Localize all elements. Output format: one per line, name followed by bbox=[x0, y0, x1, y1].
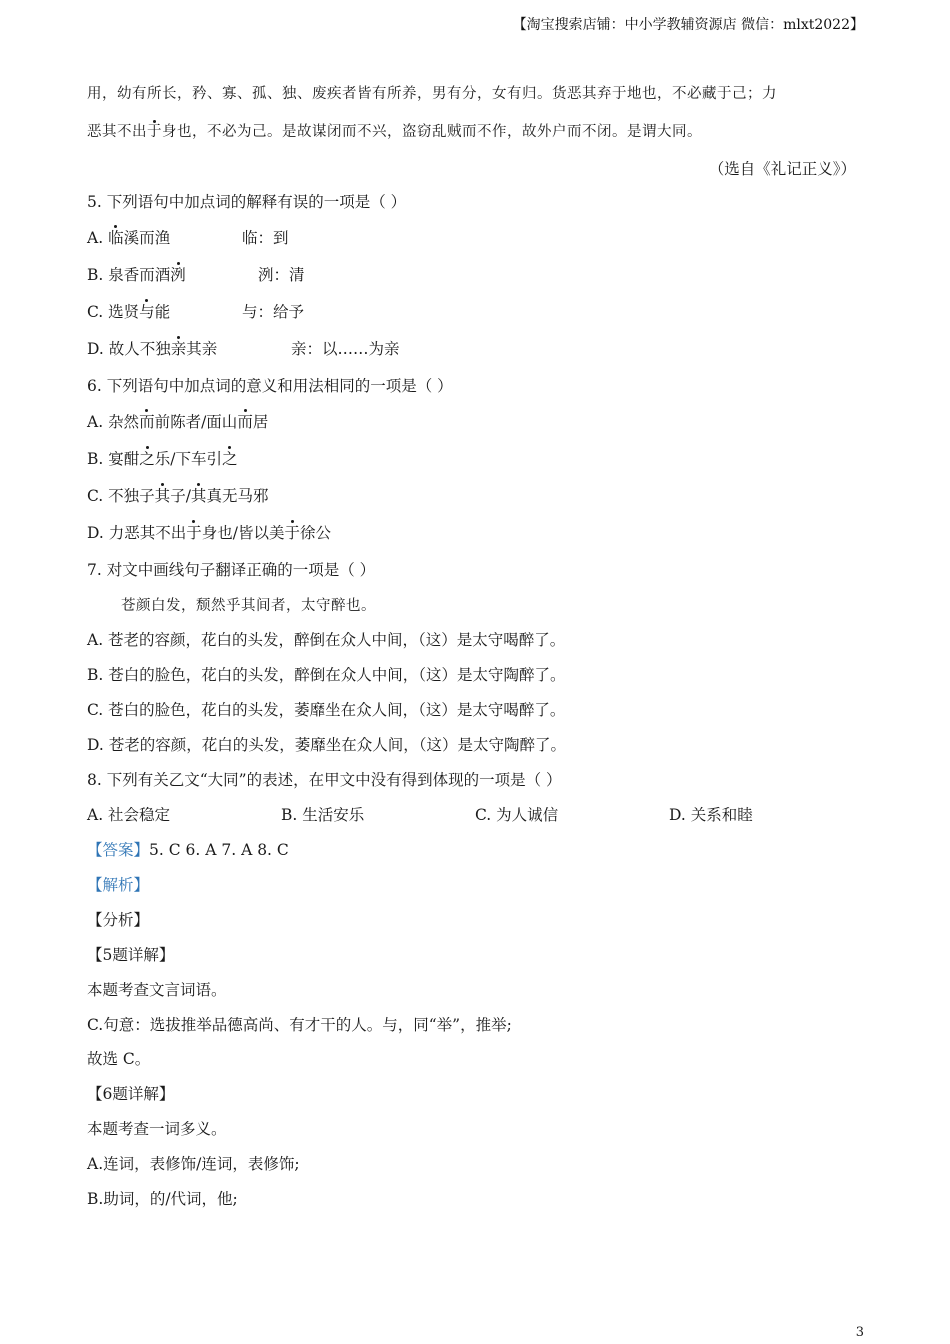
question-5-option-c-definition: 与：给予 bbox=[242, 303, 305, 321]
emphasis-dot-char: 其 bbox=[190, 487, 207, 505]
answer-line bbox=[87, 838, 289, 860]
question-5-option-a: A. 临溪而渔 bbox=[87, 229, 171, 247]
emphasis-dot-char: 于 bbox=[186, 524, 202, 542]
page-number: 3 bbox=[855, 1325, 864, 1340]
emphasis-dot-char: 而 bbox=[237, 413, 253, 431]
question-7-option-c: C. 苍白的脸色，花白的头发，萎靡坐在众人间，（这）是太守喝醉了。 bbox=[87, 701, 566, 719]
emphasis-dot-char: 之 bbox=[222, 450, 238, 468]
question-5-option-a-definition: 临：到 bbox=[242, 229, 289, 247]
detail-5-title: 【5题详解】 bbox=[87, 946, 175, 964]
question-5-option-b-definition: 洌：清 bbox=[258, 266, 305, 284]
question-7-option-a: A. 苍老的容颜，花白的头发，醉倒在众人中间，（这）是太守喝醉了。 bbox=[87, 631, 566, 649]
question-6-option-d: D. 力恶其不出于身也/皆以美于徐公 bbox=[87, 524, 332, 542]
question-5-stem: 5. 下列语句中加点词的解释有误的一项是（ ） bbox=[87, 193, 407, 211]
question-8-option-b: B. 生活安乐 bbox=[281, 806, 365, 824]
question-6-stem: 6. 下列语句中加点词的意义和用法相同的一项是（ ） bbox=[87, 377, 453, 395]
analysis-heading: 【分析】 bbox=[87, 911, 150, 929]
question-5-option-b: B. 泉香而酒洌 bbox=[87, 266, 186, 284]
detail-5-line-2: C.句意：选拔推举品德高尚、有才干的人。与，同“举”，推举; bbox=[87, 1016, 512, 1034]
emphasis-dot-char: 洌 bbox=[170, 266, 186, 284]
question-6-option-b: B. 宴酣之乐/下车引之 bbox=[87, 450, 238, 468]
answer-text: 5. C 6. A 7. A 8. C bbox=[149, 841, 289, 859]
passage-source: （选自《礼记正义》） bbox=[708, 160, 856, 178]
detail-6-line-2: A.连词，表修饰/连词，表修饰; bbox=[87, 1155, 300, 1173]
question-8-option-c: C. 为人诚信 bbox=[475, 806, 559, 824]
question-7-option-d: D. 苍老的容颜，花白的头发，萎靡坐在众人间，（这）是太守陶醉了。 bbox=[87, 736, 566, 754]
detail-6-line-3: B.助词，的/代词，他; bbox=[87, 1190, 238, 1208]
question-7-quote: 苍颜白发，颓然乎其间者，太守醉也。 bbox=[121, 598, 376, 614]
question-6-option-a: A. 杂然而前陈者/面山而居 bbox=[87, 413, 269, 431]
question-7-stem: 7. 对文中画线句子翻译正确的一项是（ ） bbox=[87, 561, 376, 579]
question-5-option-c: C. 选贤与能 bbox=[87, 303, 171, 321]
passage-line-2: 恶其不出于身也，不必为己。是故谋闭而不兴，盗窃乱贼而不作，故外户而不闭。是谓大同。 bbox=[87, 124, 702, 140]
question-8-option-d: D. 关系和睦 bbox=[669, 806, 753, 824]
emphasis-dot-char: 临 bbox=[108, 229, 124, 247]
analysis-label: 【解析】 bbox=[87, 876, 150, 894]
detail-6-line-1: 本题考查一词多义。 bbox=[87, 1120, 227, 1138]
answer-label: 【答案】 bbox=[87, 841, 150, 859]
question-8-stem: 8. 下列有关乙文“大同”的表述，在甲文中没有得到体现的一项是（ ） bbox=[87, 771, 562, 789]
question-5-option-d: D. 故人不独亲其亲 bbox=[87, 340, 218, 358]
emphasis-dot-char: 而 bbox=[139, 413, 155, 431]
passage-line-1: 用，幼有所长，矜、寡、孤、独、废疾者皆有所养，男有分，女有归。货恶其弃于地也，不必藏于己；力 bbox=[87, 86, 777, 102]
detail-6-title: 【6题详解】 bbox=[87, 1085, 175, 1103]
question-7-option-b: B. 苍白的脸色，花白的头发，醉倒在众人中间，（这）是太守陶醉了。 bbox=[87, 666, 566, 684]
detail-5-line-1: 本题考查文言词语。 bbox=[87, 981, 227, 999]
question-5-option-d-definition: 亲：以……为亲 bbox=[291, 340, 400, 358]
emphasis-dot-char: 于 bbox=[147, 124, 162, 140]
emphasis-dot-char: 于 bbox=[284, 524, 300, 542]
question-6-option-c: C. 不独子其子/其真无马邪 bbox=[87, 487, 269, 505]
page-header: 【淘宝搜索店铺：中小学教辅资源店 微信：mlxt2022】 bbox=[512, 17, 864, 33]
emphasis-dot-char: 之 bbox=[139, 450, 155, 468]
emphasis-dot-char: 与 bbox=[139, 303, 155, 321]
emphasis-dot-char: 其 bbox=[154, 487, 171, 505]
emphasis-dot-char: 亲 bbox=[170, 340, 187, 358]
question-8-option-a: A. 社会稳定 bbox=[87, 806, 171, 824]
detail-5-line-3: 故选 C。 bbox=[87, 1050, 151, 1068]
